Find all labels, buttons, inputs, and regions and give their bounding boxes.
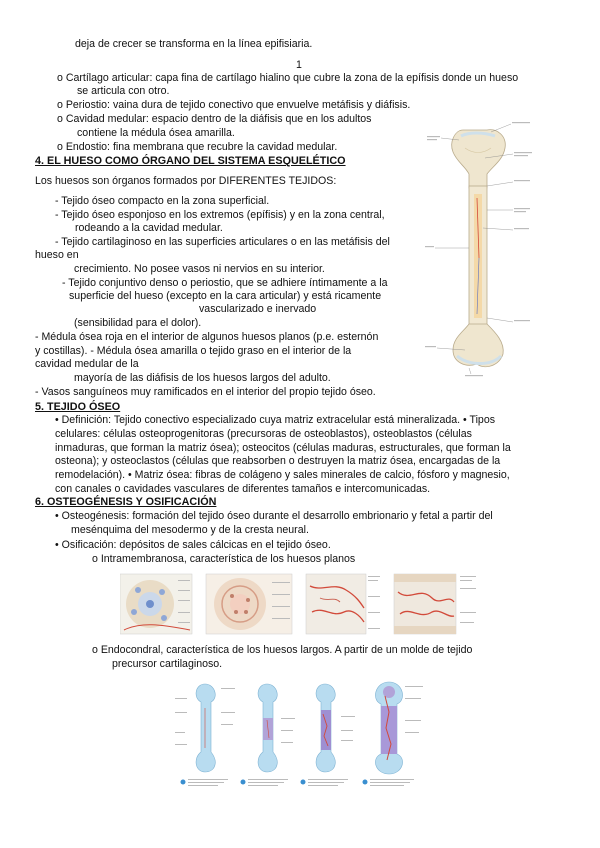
tissue-line: cavidad medular de la (35, 358, 139, 370)
tissue-line: - Tejido cartilaginoso en las superficies articulares o en las metáfisis del (55, 236, 390, 248)
tissue-line: hueso en (35, 249, 79, 261)
bone-tissue-line: osteona); y osteoclastos (células que reabsorben o destruyen la matriz ósea, encargadas de la (55, 455, 501, 467)
tissue-line: - Tejido óseo compacto en la zona superficial. (55, 195, 270, 207)
part-medullary-cavity-cont: contiene la médula ósea amarilla. (77, 127, 235, 139)
intramembranous-line: o Intramembranosa, característica de los huesos planos (92, 553, 356, 565)
top-continuation: deja de crecer se transforma en la línea epifisiaria. (75, 38, 313, 50)
endochondral-line-cont: precursor cartilaginoso. (112, 658, 223, 670)
endochondral-stage-4 (375, 682, 402, 774)
tissue-line: crecimiento. No posee vasos ni nervios en su interior. (74, 263, 325, 275)
tissue-line: y costillas). - Médula ósea amarilla o tejido graso en el interior de la (35, 345, 352, 357)
section-4-intro: Los huesos son órganos formados por DIFERENTES TEJIDOS: (35, 175, 337, 187)
part-endosteum: o Endostio: fina membrana que recubre la cavidad medular. (57, 141, 338, 153)
intramembranous-panel-1 (120, 574, 192, 634)
tissue-line: rodeando a la cavidad medular. (75, 222, 223, 234)
bone-tissue-line: con canales o cavidades vasculares de diferentes tamaños e intercomunicadas. (55, 483, 431, 495)
part-articular-cartilage-cont: se articula con otro. (77, 85, 170, 97)
endochondral-ossification-figure (175, 678, 425, 792)
intramembranous-panel-3 (306, 574, 380, 634)
intramembranous-ossification-figure (120, 572, 478, 638)
tissue-line: vascularizado e inervado (199, 303, 317, 315)
intramembranous-panel-4 (394, 574, 476, 634)
endochondral-stage-1 (196, 684, 215, 772)
part-articular-cartilage: o Cartílago articular: capa fina de cartílago hialino que cubre la zona de la epífisis donde un hueso (57, 72, 519, 84)
endochondral-stage-3 (316, 684, 335, 772)
long-bone-illustration (425, 118, 535, 378)
section-5-heading: 5. TEJIDO ÓSEO (35, 401, 121, 413)
bone-tissue-line: celulares: células osteoprogenitoras (precursoras de osteoblastos), osteoblastos (células (55, 428, 472, 440)
tissue-line: - Médula ósea roja en el interior de algunos huesos planos (p.e. esternón (35, 331, 379, 343)
endochondral-captions (181, 779, 415, 786)
bone-tissue-line: • Definición: Tejido conectivo especializado cuya matriz extracelular está mineralizada. • Tipos (55, 414, 496, 426)
bone-tissue-line: remodelación). • Matriz ósea: fibras de colágeno y sales minerales de calcio, fósforo y magnesio, (55, 469, 510, 481)
section-4-heading: 4. EL HUESO COMO ÓRGANO DEL SISTEMA ESQUELÉTICO (35, 155, 346, 167)
section-6-heading: 6. OSTEOGÉNESIS Y OSIFICACIÓN (35, 496, 217, 508)
endochondral-line: o Endocondral, característica de los huesos largos. A partir de un molde de tejido (92, 644, 473, 656)
tissue-line: (sensibilidad para el dolor). (74, 317, 202, 329)
tissue-line: mayoría de las diáfisis de los huesos largos del adulto. (74, 372, 331, 384)
tissue-line: - Vasos sanguíneos muy ramificados en el interior del propio tejido óseo. (35, 386, 376, 398)
bone-tissue-line: inmaduras, que forman la matriz ósea); osteocitos (células maduras, estructurales, que forman la (55, 442, 511, 454)
tissue-line: - Tejido óseo esponjoso en los extremos (epífisis) y en la zona central, (55, 209, 385, 221)
part-medullary-cavity: o Cavidad medular: espacio dentro de la diáfisis que en los adultos (57, 113, 372, 125)
osteogenesis-line: • Osteogénesis: formación del tejido óseo durante el desarrollo embrionario y fetal a partir del (55, 510, 493, 522)
osteogenesis-line: mesénquima del mesodermo y de la cresta neural. (71, 524, 309, 536)
ossification-line: • Osificación: depósitos de sales cálcicas en el tejido óseo. (55, 539, 331, 551)
part-periosteum: o Periostio: vaina dura de tejido conectivo que envuelve metáfisis y diáfisis. (57, 99, 411, 111)
tissue-line: superficie del hueso (excepto en la cara articular) y está ricamente (69, 290, 382, 302)
intramembranous-panel-2 (206, 574, 292, 634)
endochondral-stage-2 (258, 684, 277, 772)
page-number: 1 (296, 59, 302, 71)
tissue-line: - Tejido conjuntivo denso o periostio, que se adhiere íntimamente a la (62, 277, 388, 289)
